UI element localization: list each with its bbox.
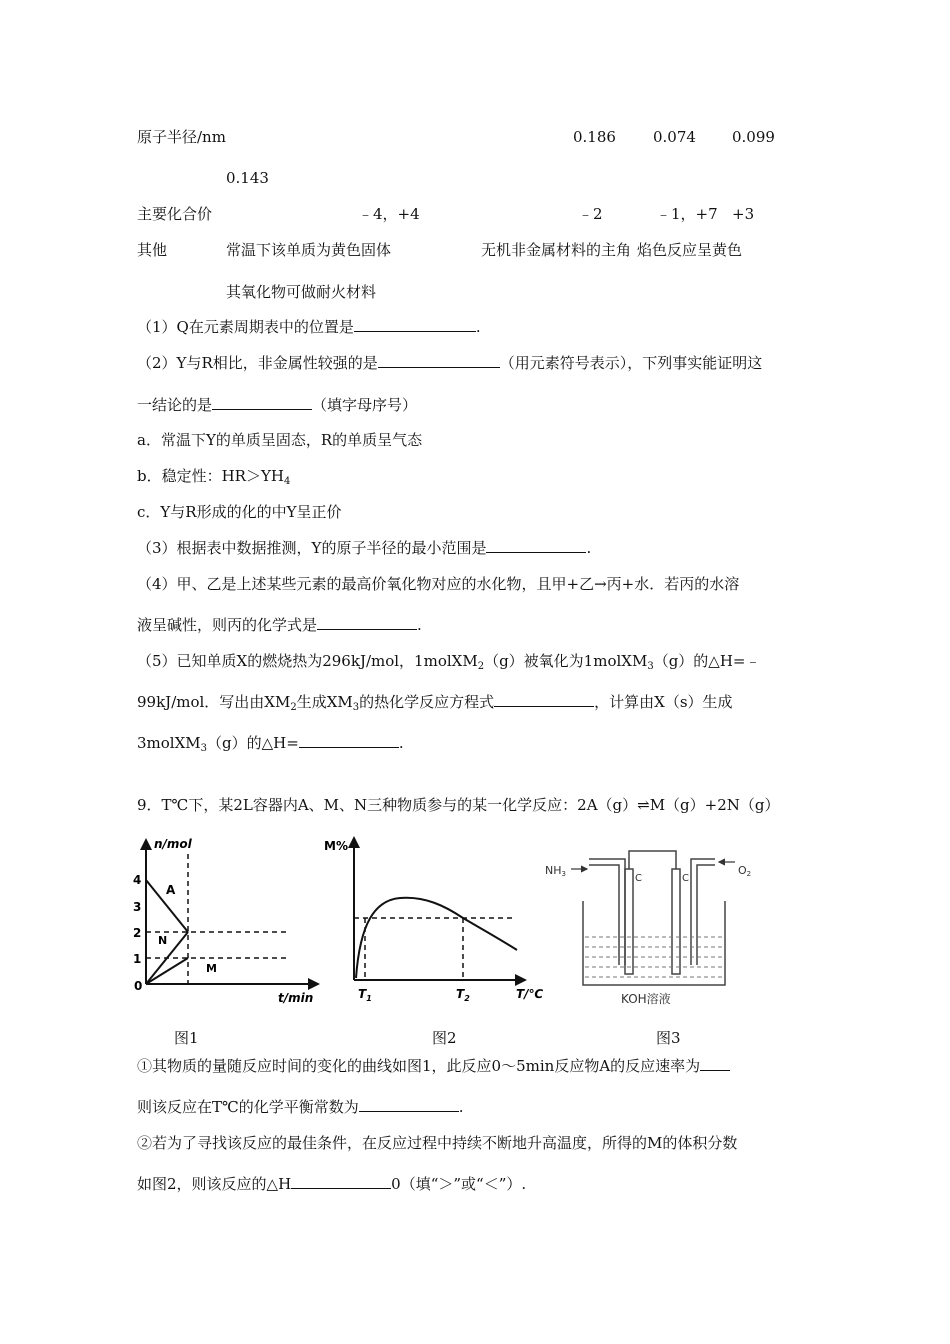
q5-sub-e: 3 (200, 743, 208, 754)
q5-text-a: （5）已知单质X的燃烧热为296kJ/mol，1molXM (137, 652, 478, 670)
q5-text-i: （g）的△H= (207, 734, 299, 752)
q5-sub-c: 2 (290, 702, 297, 713)
question-1-end: . (475, 318, 481, 336)
fig3-right-electrode (672, 869, 680, 974)
question-2-text-d: （填字母序号） (312, 396, 418, 414)
answer-blank-s1a[interactable] (700, 1056, 730, 1071)
valence-r: ﹣1，+7 (656, 205, 718, 223)
sub-question-1-line-2 (137, 1097, 464, 1117)
question-9: 9．T℃下，某2L容器内A、M、N三种物质参与的某一化学反应：2A（g）⇌M（g）+2N（g） (137, 796, 780, 814)
question-4-line-2 (137, 615, 422, 635)
answer-blank-s2[interactable] (291, 1174, 391, 1189)
q5-sub-d: 3 (352, 702, 360, 713)
fig3-left-gas (545, 864, 566, 878)
other-x: 焰色反应呈黄色 (637, 241, 743, 259)
question-2-line-2 (137, 395, 417, 415)
s2-text-b: 0（填“＞”或“＜”）. (391, 1175, 527, 1193)
valence-label: 主要化合价 (137, 205, 213, 223)
q5-text-f: 的热化学反应方程式 (359, 693, 495, 711)
s1-text-c: . (458, 1098, 464, 1116)
question-5-line-2 (137, 692, 733, 712)
fig2-xlabel: T/℃ (516, 987, 544, 1001)
fig1-label-a: A (166, 883, 176, 897)
other-label: 其他 (137, 241, 168, 259)
s1-text-a: ①其物质的量随反应时间的变化的曲线如图1，此反应0～5min反应物A的反应速率为 (137, 1057, 701, 1075)
fig2-ylabel: M% (324, 839, 348, 853)
fig2-t1: T (358, 987, 367, 1001)
q5-sub-b: 3 (647, 661, 654, 672)
radius-value-r: 0.099 (732, 128, 775, 146)
answer-blank-q2b[interactable] (212, 395, 312, 410)
answer-blank-s1b[interactable] (359, 1097, 459, 1112)
question-3-end: . (586, 539, 592, 557)
q5-text-j: . (398, 734, 404, 752)
fig3-electrode-right-label: C (682, 873, 689, 884)
option-c: c．Y与R形成的化的中Y呈正价 (137, 503, 342, 521)
radius-value-m: 0.074 (653, 128, 696, 146)
q5-text-g: ，计算由X（s）生成 (594, 693, 733, 711)
fig3-right-gas (738, 864, 751, 878)
fig1-ytick-1: 1 (133, 952, 142, 966)
question-4-end: . (417, 616, 422, 634)
answer-blank-q2a[interactable] (378, 353, 500, 368)
other-y: 常温下该单质为黄色固体 (226, 241, 392, 259)
fig3-electrolyte (585, 937, 723, 977)
question-5-line-3 (137, 733, 404, 753)
fig3-beaker (583, 901, 725, 985)
fig2-curve (356, 898, 517, 978)
other-z: 无机非金属材料的主角 (481, 241, 632, 259)
fig2-t2: T (456, 987, 465, 1001)
fig1-origin: 0 (134, 979, 143, 993)
figure-1-chart (130, 832, 325, 1007)
question-2-text-b: （用元素符号表示），下列事实能证明这 (499, 354, 763, 372)
question-4-line-1: （4）甲、乙是上述某些元素的最高价氧化物对应的水化物，且甲+乙→丙+水．若丙的水溶 (137, 575, 740, 593)
q5-text-c: （g）的△H=﹣ (653, 652, 761, 670)
fig2-t2-label (456, 987, 470, 1003)
figure-2-chart (320, 828, 544, 1008)
valence-q: +3 (732, 205, 755, 223)
fig2-t2-sub: 2 (464, 994, 470, 1003)
fig1-ytick-4: 4 (133, 873, 142, 887)
question-1 (137, 317, 481, 337)
fig1-curve-m (146, 958, 188, 984)
figure-1-caption: 图1 (174, 1029, 199, 1047)
q5-text-d: 99kJ/mol．写出由XM (137, 693, 291, 711)
fig3-left-gas-text: NH (545, 864, 562, 877)
fig1-label-m: M (206, 962, 217, 975)
fig3-left-gas-sub: 3 (561, 870, 566, 878)
fig1-ylabel: n/mol (154, 837, 192, 851)
fig3-solution-label: KOH溶液 (621, 992, 671, 1006)
question-4-text: 液呈碱性，则丙的化学式是 (137, 616, 318, 634)
fig3-right-tube (691, 859, 715, 965)
valence-m: ﹣2 (578, 205, 603, 223)
s1-text-b: 则该反应在T℃的化学平衡常数为 (137, 1098, 359, 1116)
question-2-text-c: 一结论的是 (137, 396, 213, 414)
question-3-text: （3）根据表中数据推测，Y的原子半径的最小范围是 (137, 539, 487, 557)
s2-text-a: 如图2，则该反应的△H (137, 1175, 292, 1193)
answer-blank-q5a[interactable] (494, 692, 594, 707)
option-b (137, 466, 290, 486)
fig3-left-wire (629, 851, 676, 869)
fig3-left-electrode (625, 869, 633, 974)
fig3-left-tube (589, 859, 625, 965)
figure-3-fuel-cell (543, 845, 763, 1010)
q5-text-b: （g）被氧化为1molXM (484, 652, 648, 670)
fig2-t1-sub: 1 (366, 994, 372, 1003)
fig1-label-n: N (158, 934, 168, 947)
fig3-electrode-left-label: C (635, 873, 642, 884)
valence-y: ﹣4，+4 (358, 205, 420, 223)
answer-blank-q1[interactable] (354, 317, 476, 332)
answer-blank-q4[interactable] (317, 615, 417, 630)
question-2-line-1 (137, 353, 762, 373)
fig2-t1-label (358, 987, 372, 1003)
other-q: 其氧化物可做耐火材料 (226, 283, 377, 301)
question-2-text-a: （2）Y与R相比，非金属性较强的是 (137, 354, 378, 372)
question-5-line-1 (137, 651, 761, 671)
radius-value-z: 0.186 (573, 128, 616, 146)
question-3 (137, 538, 591, 558)
option-a: a．常温下Y的单质呈固态，R的单质呈气态 (137, 431, 423, 449)
sub-question-2-line-2 (137, 1174, 526, 1194)
sub-question-2-line-1: ②若为了寻找该反应的最佳条件，在反应过程中持续不断地升高温度，所得的M的体积分数 (137, 1134, 738, 1152)
figure-2-caption: 图2 (432, 1029, 457, 1047)
question-1-text: （1）Q在元素周期表中的位置是 (137, 318, 354, 336)
fig1-ytick-3: 3 (133, 900, 142, 914)
sub-question-1-line-1 (137, 1056, 730, 1076)
answer-blank-q3[interactable] (486, 538, 586, 553)
fig3-right-gas-sub: 2 (746, 870, 752, 878)
option-b-text: b．稳定性：HR＞YH (137, 467, 284, 485)
fig3-right-gas-text: O (738, 864, 747, 877)
fig1-xlabel: t/min (278, 991, 314, 1005)
radius-label: 原子半径/nm (137, 128, 226, 146)
option-b-sub: 4 (283, 476, 291, 487)
q5-text-h: 3molXM (137, 734, 201, 752)
q5-text-e: 生成XM (296, 693, 353, 711)
answer-blank-q5b[interactable] (299, 733, 399, 748)
q5-sub-a: 2 (477, 661, 485, 672)
radius-value-q: 0.143 (226, 169, 269, 187)
figure-3-caption: 图3 (656, 1029, 681, 1047)
fig1-ytick-2: 2 (133, 926, 142, 940)
